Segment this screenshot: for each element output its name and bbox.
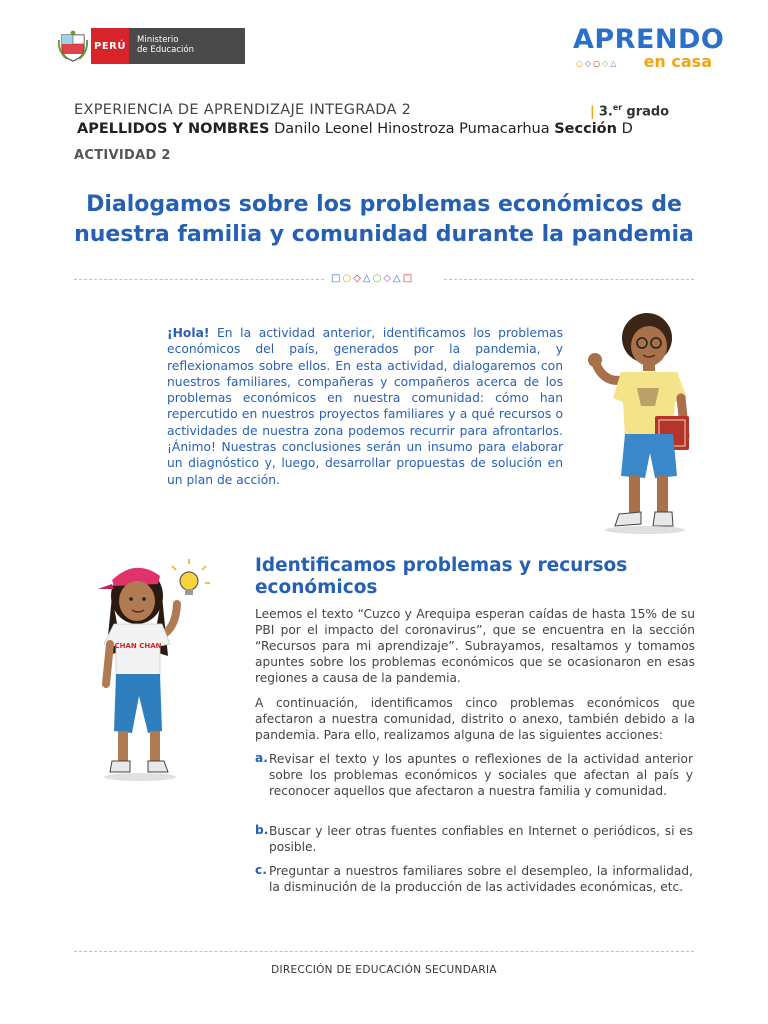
brand-sub: en casa xyxy=(643,52,712,71)
section-label: Sección xyxy=(554,121,617,137)
list-item-label: b. xyxy=(255,823,269,837)
lightbulb-icon xyxy=(172,559,210,595)
shapes-icon: □○◇△○◇△□ xyxy=(331,273,415,284)
activity-label: ACTIVIDAD 2 xyxy=(74,148,171,163)
section-paragraph-1: Leemos el texto “Cuzco y Arequipa esperan caídas de hasta 15% de su PBI por el impacto del coronavirus”, que se encuentra en la sección “Recursos para mi aprendizaje”. Subrayamos, resaltamos y tomamos apuntes sobre los problemas económicos que se ocasionaron en esas regiones a causa de la pandemia. xyxy=(255,607,695,685)
aprendo-en-casa-logo xyxy=(573,24,725,72)
footer-text: DIRECCIÓN DE EDUCACIÓN SECUNDARIA xyxy=(271,964,497,976)
shirt-text: CHAN CHAN xyxy=(114,642,162,650)
footer-divider xyxy=(74,951,694,952)
grade-suffix: er xyxy=(612,103,623,112)
list-item xyxy=(255,823,693,855)
girl-illustration xyxy=(92,556,217,801)
ministry-label xyxy=(129,28,245,64)
section-title: Identificamos problemas y recursos económicos xyxy=(255,555,628,598)
brand-main: APRENDO xyxy=(573,24,725,55)
list-item xyxy=(255,751,693,799)
peru-label: PERÚ xyxy=(91,28,129,64)
list-item-text: Revisar el texto y los apuntes o reflexiones de la actividad anterior sobre los problemas económicos y sociales que afectan al país y reconocer aquellos que afectaron a nuestra familia y comunidad. xyxy=(269,752,693,798)
grade-label xyxy=(590,103,669,119)
student-line xyxy=(77,121,633,137)
intro-paragraph xyxy=(167,325,563,488)
title-divider xyxy=(74,273,694,284)
list-item-label: a. xyxy=(255,751,268,765)
list-item xyxy=(255,863,693,895)
list-item-text: Preguntar a nuestros familiares sobre el desempleo, la informalidad, la disminución de la producción de las actividades económicas, etc. xyxy=(269,864,693,894)
page-title: Dialogamos sobre los problemas económicos de nuestra familia y comunidad durante la pandemia xyxy=(74,192,694,247)
list-item-text: Buscar y leer otras fuentes confiables en Internet o periódicos, si es posible. xyxy=(269,824,693,854)
list-item-label: c. xyxy=(255,863,267,877)
brand-shapes-icon: ○◇○◇△ xyxy=(576,59,619,68)
ministry-logo xyxy=(55,28,245,64)
grade-word: grado xyxy=(626,104,670,120)
ministry-line-1: Ministerio xyxy=(137,35,179,45)
section-value: D xyxy=(621,121,633,137)
intro-text: En la actividad anterior, identificamos los problemas económicos del país, generados por la pandemia, y reflexionamos sobre ellos. En esta actividad, dialogaremos con nuestros familiares, compañeras y compañeros acerca de los problemas económicos en nuestra comunidad: cómo han repercutido en nuestros proyectos familiares y a qué recursos o actividades de nuestra zona podemos recurrir para afrontarlos. ¡Ánimo! Nuestras conclusiones serán un insumo para elaborar un diagnóstico y, luego, desarrollar propuestas de solución en un plan de acción. xyxy=(167,326,563,487)
experience-title: EXPERIENCIA DE APRENDIZAJE INTEGRADA 2 xyxy=(74,102,412,118)
boy-illustration xyxy=(575,308,700,543)
student-name: Danilo Leonel Hinostroza Pumacarhua xyxy=(274,121,550,137)
names-label: APELLIDOS Y NOMBRES xyxy=(77,121,270,137)
section-paragraph-2: A continuación, identificamos cinco problemas económicos que afectaron a nuestra comunidad, distrito o anexo, también debido a la pandemia. Para ello, realizamos alguna de las siguientes acciones: xyxy=(255,696,695,742)
coat-of-arms-icon xyxy=(55,28,91,64)
ministry-line-2: de Educación xyxy=(137,45,194,55)
grade-divider: | xyxy=(590,104,595,120)
grade-number: 3. xyxy=(598,104,613,120)
intro-greeting: ¡Hola! xyxy=(167,326,210,340)
